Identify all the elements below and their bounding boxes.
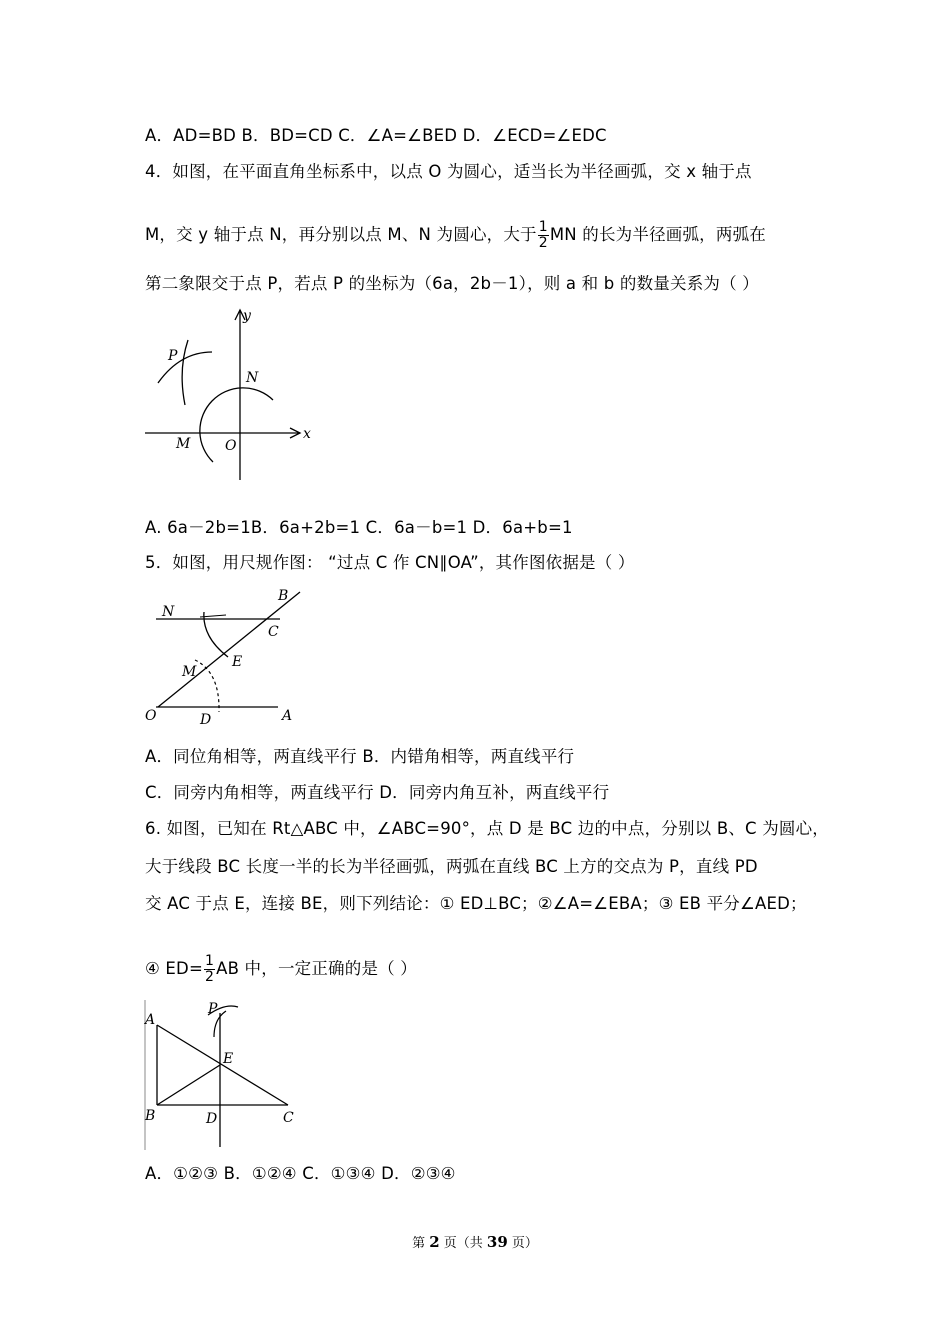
q4-label-y: y xyxy=(243,308,251,324)
q4-frac-denominator: 2 xyxy=(538,235,548,251)
q6-line4 xyxy=(145,954,417,985)
q4-arc-from-m xyxy=(182,340,188,405)
q5-label-b: B xyxy=(278,588,289,604)
q4-line1: 4．如图，在平面直角坐标系中，以点 O 为圆心，适当长为半径画弧，交 x 轴于点 xyxy=(145,162,752,181)
q4-label-x: x xyxy=(303,426,311,442)
q6-line4-part1: ④ ED= xyxy=(145,959,203,978)
footer-middle: 页（共 xyxy=(439,1236,487,1251)
q5-label-o: O xyxy=(145,708,157,724)
footer-page-number: 2 xyxy=(429,1233,440,1251)
footer-prefix: 第 xyxy=(412,1236,430,1251)
q6-label-d: D xyxy=(206,1111,218,1127)
q4-figure xyxy=(140,300,320,485)
footer-suffix: 页） xyxy=(507,1236,538,1251)
q3-options: A．AD=BD B．BD=CD C．∠A=∠BED D．∠ECD=∠EDC xyxy=(145,126,607,145)
footer-total-pages: 39 xyxy=(486,1233,508,1251)
q4-arc-from-n xyxy=(158,352,212,383)
q5-label-d: D xyxy=(200,712,212,728)
q5-options-cd: C．同旁内角相等，两直线平行 D．同旁内角互补，两直线平行 xyxy=(145,783,610,802)
q5-options-ab: A．同位角相等，两直线平行 B．内错角相等，两直线平行 xyxy=(145,747,575,766)
q4-options: A. 6a－2b=1B．6a+2b=1 C．6a－b=1 D．6a+b=1 xyxy=(145,518,573,537)
q4-label-m: M xyxy=(176,436,191,452)
q4-line3: 第二象限交于点 P，若点 P 的坐标为（6a，2b－1），则 a 和 b 的数量关系为（ ） xyxy=(145,274,759,293)
q6-label-b: B xyxy=(145,1108,156,1124)
q5-label-a: A xyxy=(282,708,293,724)
q4-label-o: O xyxy=(225,438,237,454)
q4-frac-numerator: 1 xyxy=(538,219,548,235)
page-footer xyxy=(0,1232,950,1251)
q6-line3: 交 AC 于点 E，连接 BE，则下列结论：① ED⊥BC；②∠A=∠EBA；③ EB 平分∠AED； xyxy=(145,894,807,913)
q6-options: A．①②③ B．①②④ C．①③④ D．②③④ xyxy=(145,1164,456,1183)
q4-line2 xyxy=(145,220,766,251)
q5-line-ob xyxy=(158,592,300,707)
q6-fraction xyxy=(204,954,215,985)
q4-label-p: P xyxy=(168,348,178,364)
q5-label-e: E xyxy=(232,654,243,670)
q6-line1: 6. 如图，已知在 Rt△ABC 中，∠ABC=90°，点 D 是 BC 边的中点，分别以 B、C 为圆心， xyxy=(145,819,830,838)
q5-label-n: N xyxy=(162,604,175,620)
q6-label-a: A xyxy=(145,1012,156,1028)
q5-label-m: M xyxy=(182,664,197,680)
q4-line2-part1: M，交 y 轴于点 N，再分别以点 M、N 为圆心，大于 xyxy=(145,225,537,244)
q5-line1: 5．如图，用尺规作图： “过点 C 作 CN∥OA”，其作图依据是（ ） xyxy=(145,553,635,572)
q6-label-p: P xyxy=(208,1001,218,1017)
q5-label-c: C xyxy=(268,624,279,640)
q4-label-n: N xyxy=(246,370,259,386)
q6-segment-be xyxy=(157,1065,220,1105)
q6-figure xyxy=(140,995,310,1155)
q6-label-e: E xyxy=(223,1051,234,1067)
q6-label-c: C xyxy=(283,1110,294,1126)
q4-line2-part2: MN 的长为半径画弧，两弧在 xyxy=(549,225,766,244)
q4-fraction xyxy=(538,220,549,251)
q6-line2: 大于线段 BC 长度一半的长为半径画弧，两弧在直线 BC 上方的交点为 P，直线 PD xyxy=(145,857,758,876)
q6-frac-denominator: 2 xyxy=(205,969,215,985)
q6-frac-numerator: 1 xyxy=(205,953,215,969)
q5-figure xyxy=(140,582,315,732)
q6-line4-part2: AB 中，一定正确的是（ ） xyxy=(216,959,418,978)
